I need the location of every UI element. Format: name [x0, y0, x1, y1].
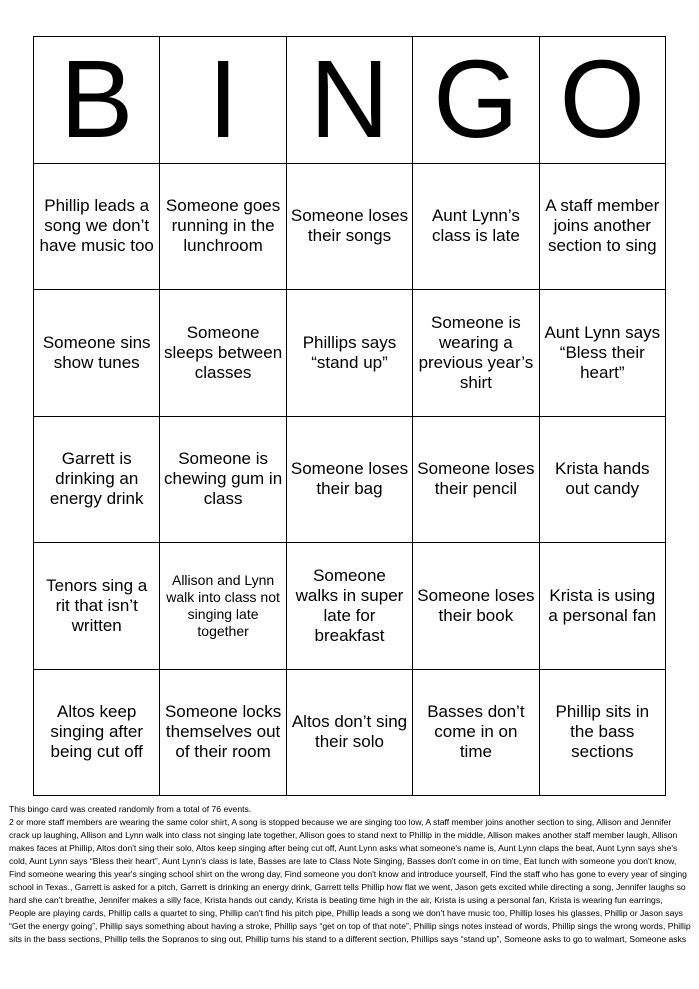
square-text: Tenors sing a rit that isn’t written [46, 575, 148, 635]
square-text: Someone is wearing a previous year’s shirt [418, 312, 534, 392]
bingo-square[interactable] [34, 417, 160, 544]
square-text: Someone sins show tunes [42, 332, 151, 372]
bingo-card [33, 36, 666, 796]
bingo-square[interactable] [413, 417, 539, 544]
bingo-square[interactable] [413, 164, 539, 291]
bingo-square[interactable] [160, 417, 286, 544]
bingo-square[interactable] [287, 670, 413, 797]
bingo-square[interactable] [287, 164, 413, 291]
header-letter: O [559, 37, 646, 161]
square-text: Phillips says “stand up” [302, 332, 397, 372]
bingo-square[interactable] [34, 543, 160, 670]
square-text: Allison and Lynn walk into class not singing late together [166, 571, 280, 639]
bingo-square[interactable] [160, 290, 286, 417]
square-text: Basses don’t come in on time [427, 702, 525, 762]
square-text: Garrett is drinking an energy drink [49, 449, 144, 509]
bingo-square[interactable] [413, 290, 539, 417]
header-cell-b [34, 37, 160, 164]
header-cell-i [160, 37, 286, 164]
bingo-square[interactable] [34, 670, 160, 797]
square-text: Someone walks in super late for breakfast [295, 565, 404, 645]
bingo-square[interactable] [413, 543, 539, 670]
square-text: Altos don’t sing their solo [291, 712, 408, 752]
bingo-square[interactable] [34, 290, 160, 417]
square-text: Someone goes running in the lunchroom [165, 196, 281, 256]
bingo-square[interactable] [160, 164, 286, 291]
header-cell-o [540, 37, 666, 164]
bingo-square[interactable] [540, 164, 666, 291]
bingo-square[interactable] [160, 670, 286, 797]
square-text: Someone loses their pencil [417, 459, 535, 499]
bingo-square[interactable] [34, 164, 160, 291]
square-text: Phillip sits in the bass sections [555, 702, 650, 762]
bingo-square[interactable] [540, 417, 666, 544]
header-cell-g [413, 37, 539, 164]
square-text: Phillip leads a song we don’t have music too [39, 196, 154, 256]
bingo-square[interactable] [413, 670, 539, 797]
square-text: Someone loses their bag [290, 459, 409, 499]
bingo-square[interactable] [540, 543, 666, 670]
square-text: Aunt Lynn’s class is late [431, 206, 520, 246]
bingo-square[interactable] [287, 543, 413, 670]
square-text: Someone sleeps between classes [164, 322, 283, 382]
header-letter: B [60, 37, 134, 161]
footer-events: 2 or more staff members are wearing the same color shirt, A song is stopped because we are singing too low, A staff member joins another section to sing, Allison and Jennifer crack up laughing, Allison and Lynn walk into class not singing late together, Allison goes to stand next to Phillip in the middle, Allison makes another staff member laugh, Allison makes faces at Phillip, Altos don't sing their solo, Altos keep singing after being cut off, Aunt Lynn asks what someone's name is, Aunt Lynn claps the beat, Aunt Lynn says she's cold, Aunt Lynn says “Bless their heart”, Aunt Lynn's class is late, Basses are late to Class Note Singing, Basses don't come in on time, Eat lunch with someone you don't know, Find someone wearing this year's singing school shirt on the wrong day, Find someone you don't know and introduce yourself, Find the staff who has gone to every year of singing school in Texas., Garrett is asked for a pitch, Garrett is drinking an energy drink, Garrett tells Phillip how flat we went, Jason gets excited while directing a song, Jennifer laughs so hard she can't breathe, Jennifer makes a silly face, Krista hands out candy, Krista is beating time high in the air, Krista is using a personal fan, Krista is wearing fun earrings, People are playing cards, Phillip calls a quartet to sing, Phillip can't find his pitch pipe, Phillip leads a song we don't have music too, Phillip loses his glasses, Phillip or Jason says “Get the energy going”, Phillip says something about having a stroke, Phillip says “get on top of that note”, Phillip sings notes instead of words, Phillip sings the wrong words, Phillip sits in the bass sections, Phillip tells the Sopranos to sing out, Phillip turns his stand to a different section, Phillips says “stand up”, Someone asks to go to walmart, Someone asks [9, 817, 691, 944]
square-text: Someone loses their songs [290, 206, 409, 246]
square-text: Aunt Lynn says “Bless their heart” [544, 322, 661, 382]
square-text: Krista hands out candy [555, 459, 650, 499]
square-text: Someone loses their book [417, 585, 535, 625]
header-cell-n [287, 37, 413, 164]
square-text: Altos keep singing after being cut off [50, 702, 143, 762]
footer-intro: This bingo card was created randomly from a total of 76 events. [9, 804, 252, 814]
square-text: Someone is chewing gum in class [164, 449, 283, 509]
event-list-footer [9, 803, 691, 946]
square-text: Krista is using a personal fan [548, 585, 657, 625]
bingo-square[interactable] [540, 670, 666, 797]
bingo-square[interactable] [540, 290, 666, 417]
bingo-square[interactable] [287, 290, 413, 417]
header-letter: I [207, 37, 239, 161]
header-letter: N [309, 37, 390, 161]
square-text: Someone locks themselves out of their room [164, 702, 282, 762]
bingo-square[interactable] [160, 543, 286, 670]
header-letter: G [433, 37, 519, 161]
bingo-square[interactable] [287, 417, 413, 544]
square-text: A staff member joins another section to sing [545, 196, 660, 256]
